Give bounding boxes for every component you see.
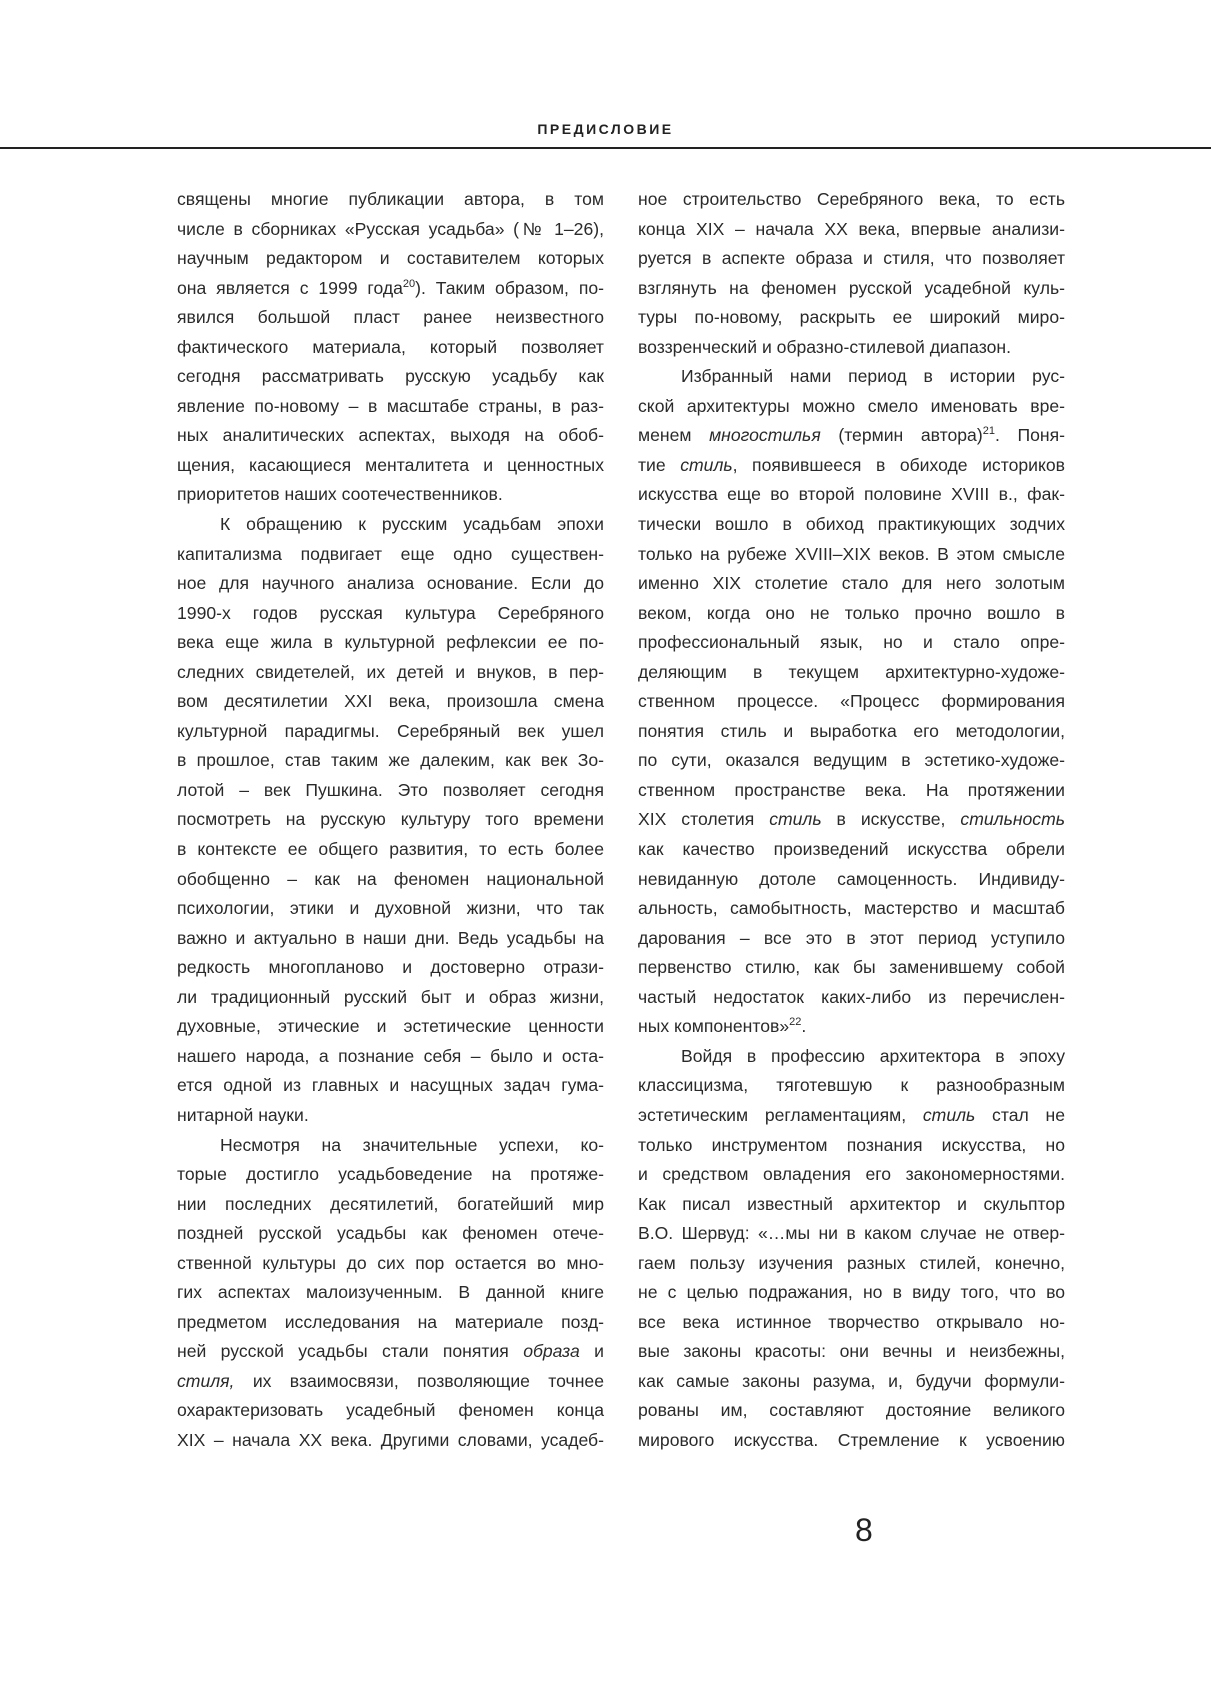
text-line: щения, касающиеся менталитета и ценностных bbox=[177, 454, 604, 475]
text-line: взглянуть на феномен русской усадебной куль- bbox=[638, 277, 1065, 298]
text-line: ственной культуры до сих пор остается во мно- bbox=[177, 1252, 604, 1273]
text-line: Несмотря на значительные успехи, ко- bbox=[220, 1134, 604, 1155]
text-line: именно XIX столетие стало для него золотым bbox=[638, 573, 1065, 594]
text-run: ). Таким образом, по- bbox=[415, 277, 604, 298]
text-line: В.О. Шервуд: «…мы ни в каком случае не отвер- bbox=[638, 1223, 1065, 1244]
text-line: ное для научного анализа основание. Если до bbox=[177, 573, 604, 594]
text-line: веком, когда оно не только прочно вошло в bbox=[638, 602, 1065, 623]
text-line: нашего народа, а познание себя – было и оста- bbox=[177, 1045, 604, 1066]
paragraph bbox=[638, 1042, 1065, 1456]
italic-term: стиль bbox=[680, 454, 733, 475]
text-line: альность, самобытность, мастерство и масштаб bbox=[638, 898, 1065, 919]
text-line: охарактеризовать усадебный феномен конца bbox=[177, 1400, 604, 1421]
text-line: психологии, этики и духовной жизни, что так bbox=[177, 898, 604, 919]
right-column bbox=[638, 185, 1065, 1456]
text-line: культурной парадигмы. Серебряный век ушел bbox=[177, 720, 604, 741]
text-run: , появившееся в обиходе историков bbox=[732, 454, 1065, 475]
text-line: деляющим в текущем архитектурно-художе- bbox=[638, 661, 1065, 682]
text-line: явился большой пласт ранее неизвестного bbox=[177, 307, 604, 328]
text-line: как самые законы разума, и, будучи формули- bbox=[638, 1370, 1065, 1391]
text-run: и bbox=[579, 1341, 604, 1362]
text-run: их взаимосвязи, позволяющие точнее bbox=[234, 1370, 604, 1391]
text-line: понятия стиль и выработка его методологии, bbox=[638, 720, 1065, 741]
text-line: только инструментом познания искусства, но bbox=[638, 1134, 1065, 1155]
text-line bbox=[177, 274, 604, 304]
text-line: явление по-новому – в масштабе страны, в раз- bbox=[177, 395, 604, 416]
footnote-ref: 22 bbox=[789, 1016, 802, 1029]
text-line: научным редактором и составителем которых bbox=[177, 248, 604, 269]
paragraph bbox=[177, 510, 604, 1130]
text-run: в искусстве, bbox=[821, 809, 961, 830]
text-line: важно и актуально в наши дни. Ведь усадьбы на bbox=[177, 927, 604, 948]
text-line: по сути, оказался ведущим в эстетико-художе- bbox=[638, 750, 1065, 771]
text-line: 1990-х годов русская культура Серебряного bbox=[177, 602, 604, 623]
text-line: воззренческий и образно-стилевой диапазон. bbox=[638, 336, 1011, 357]
page-number: 8 bbox=[855, 1512, 873, 1548]
text-line bbox=[177, 1367, 604, 1397]
text-line: ное строительство Серебряного века, то есть bbox=[638, 189, 1065, 209]
text-line: руется в аспекте образа и стиля, что позволяет bbox=[638, 248, 1065, 269]
text-line: только на рубеже XVIII–XIX веков. В этом смысле bbox=[638, 543, 1065, 564]
header-rule bbox=[0, 147, 1211, 149]
text-run: (термин автора) bbox=[820, 425, 983, 446]
text-line: первенство стилю, как бы заменившему собой bbox=[638, 957, 1065, 978]
text-line: рованы им, составляют достояние великого bbox=[638, 1400, 1065, 1421]
text-line: ской архитектуры можно смело именовать вре- bbox=[638, 395, 1065, 416]
text-line: следних свидетелей, их детей и внуков, в пер- bbox=[177, 661, 604, 682]
text-run: ных компонентов» bbox=[638, 1016, 790, 1037]
text-line: нитарной науки. bbox=[177, 1104, 309, 1125]
text-line: предметом исследования на материале позд- bbox=[177, 1311, 604, 1332]
text-line: К обращению к русским усадьбам эпохи bbox=[220, 514, 604, 535]
text-line bbox=[638, 451, 1065, 481]
text-line: капитализма подвигает еще одно существен- bbox=[177, 543, 604, 564]
text-run: эстетическим регламентациям, bbox=[638, 1104, 923, 1125]
text-line: туры по-новому, раскрыть ее широкий миро- bbox=[638, 307, 1065, 328]
text-line: Как писал известный архитектор и скульптор bbox=[638, 1193, 1065, 1214]
text-line: века еще жила в культурной рефлексии ее по- bbox=[177, 632, 604, 653]
text-line bbox=[638, 421, 1065, 451]
text-line bbox=[638, 1012, 1065, 1042]
text-line: как качество произведений искусства обрели bbox=[638, 839, 1065, 860]
text-line: обобщенно – как на феномен национальной bbox=[177, 868, 604, 889]
text-line: все века истинное творчество открывало но- bbox=[638, 1311, 1065, 1332]
text-line: ственном пространстве века. На протяжении bbox=[638, 779, 1065, 800]
text-line: в прошлое, став таким же далеким, как век Зо- bbox=[177, 750, 604, 771]
italic-term: стиль bbox=[922, 1104, 976, 1125]
text-line: редкость многопланово и достоверно отрази- bbox=[177, 957, 604, 978]
text-line: посмотреть на русскую культуру того времени bbox=[177, 809, 604, 830]
text-run: ней русской усадьбы стали понятия bbox=[177, 1341, 524, 1362]
text-line: дарования – все это в этот период уступило bbox=[638, 927, 1065, 948]
text-line: не с целью подражания, но в виду того, что во bbox=[638, 1282, 1065, 1303]
text-line: ли традиционный русский быт и образ жизни, bbox=[177, 986, 604, 1007]
text-run: менем bbox=[638, 425, 710, 446]
text-line: конца XIX – начала XX века, впервые анализи- bbox=[638, 218, 1065, 239]
text-run: XIX столетия bbox=[638, 809, 770, 830]
text-line: торые достигло усадьбоведение на протяже- bbox=[177, 1164, 604, 1185]
italic-term: многостилья bbox=[709, 425, 821, 446]
footnote-ref: 20 bbox=[402, 277, 416, 290]
paragraph bbox=[177, 1131, 604, 1456]
text-line: нии последних десятилетий, богатейший мир bbox=[177, 1193, 604, 1214]
text-line: XIX – начала XX века. Другими словами, усадеб- bbox=[177, 1429, 604, 1450]
text-run: . Поня- bbox=[994, 425, 1065, 446]
text-run: она является с 1999 года bbox=[177, 277, 403, 298]
running-head: ПРЕДИСЛОВИЕ bbox=[537, 121, 674, 137]
text-line: числе в сборниках «Русская усадьба» (№ 1–26), bbox=[177, 218, 604, 239]
text-line: приоритетов наших соотечественников. bbox=[177, 484, 503, 505]
text-line: сегодня рассматривать русскую усадьбу как bbox=[177, 366, 604, 387]
text-line: вые законы красоты: они вечны и неизбежны, bbox=[638, 1341, 1065, 1362]
text-line: тически вошло в обиход практикующих зодчих bbox=[638, 514, 1065, 535]
text-line: Избранный нами период в истории рус- bbox=[681, 366, 1065, 387]
text-line: невиданную дотоле самоценность. Индивиду- bbox=[638, 868, 1065, 889]
left-column bbox=[177, 185, 604, 1456]
footnote-ref: 21 bbox=[982, 425, 995, 438]
italic-term: образа bbox=[523, 1341, 580, 1362]
text-line: лотой – век Пушкина. Это позволяет сегодня bbox=[177, 779, 604, 800]
text-run: . bbox=[801, 1016, 807, 1037]
text-line bbox=[177, 1337, 604, 1367]
paragraph bbox=[177, 185, 604, 510]
text-line: ственном процессе. «Процесс формирования bbox=[638, 691, 1065, 712]
text-line: профессиональный язык, но и стало опре- bbox=[638, 632, 1065, 653]
italic-term: стиля, bbox=[177, 1370, 235, 1391]
italic-term: стильность bbox=[960, 809, 1065, 830]
text-line: священы многие публикации автора, в том bbox=[177, 189, 604, 209]
text-line: мирового искусства. Стремление к усвоению bbox=[638, 1429, 1065, 1450]
italic-term: стиль bbox=[769, 809, 822, 830]
text-line: частый недостаток каких-либо из перечислен- bbox=[638, 986, 1065, 1007]
text-line: вом десятилетии XXI века, произошла смена bbox=[177, 691, 604, 712]
text-run: стал не bbox=[975, 1104, 1065, 1125]
paragraph bbox=[638, 185, 1065, 362]
text-line: фактического материала, который позволяет bbox=[177, 336, 604, 357]
text-line: гаем пользу изучения разных стилей, конечно, bbox=[638, 1252, 1065, 1273]
text-line: классицизма, тяготевшую к разнообразным bbox=[638, 1075, 1065, 1096]
text-line: поздней русской усадьбы как феномен отече- bbox=[177, 1223, 604, 1244]
text-line: Войдя в профессию архитектора в эпоху bbox=[681, 1045, 1065, 1066]
text-line bbox=[638, 805, 1065, 835]
text-line: и средством овладения его закономерностями. bbox=[638, 1164, 1065, 1185]
text-line: духовные, этические и эстетические ценности bbox=[177, 1016, 604, 1037]
text-line: искусства еще во второй половине XVIII в., фак- bbox=[638, 484, 1065, 505]
text-line: гих аспектах малоизученным. В данной книге bbox=[177, 1282, 604, 1303]
text-line: ется одной из главных и насущных задач гума- bbox=[177, 1075, 604, 1096]
paragraph bbox=[638, 362, 1065, 1042]
text-line bbox=[638, 1101, 1065, 1131]
text-line: в контексте ее общего развития, то есть более bbox=[177, 839, 604, 860]
text-line: ных аналитических аспектах, выходя на обоб- bbox=[177, 425, 604, 446]
text-run: тие bbox=[638, 454, 681, 475]
